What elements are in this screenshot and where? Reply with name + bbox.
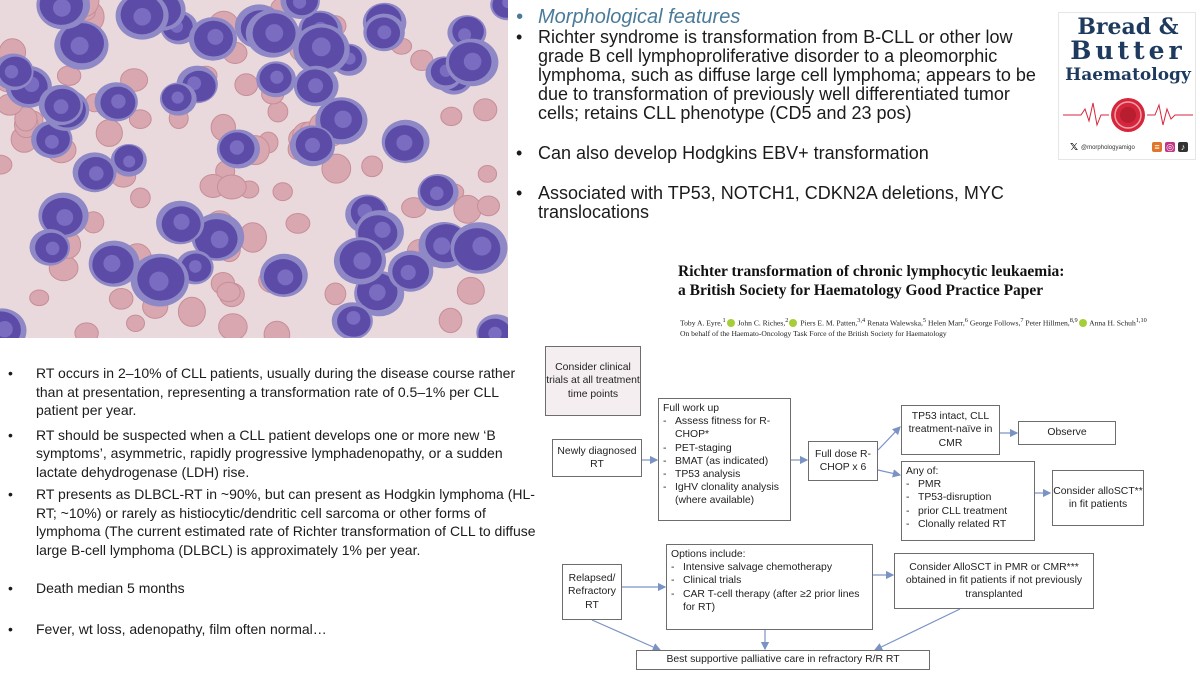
clinical-trials-text: Consider clinical trials at all treatment time points (546, 362, 640, 400)
left-bullet (8, 485, 538, 559)
right-bullet (516, 184, 1046, 222)
author-sup: 3,4 (857, 317, 866, 324)
workup-item-text: IgHV clonality analysis (where available) (675, 482, 779, 507)
author-name: John C. Riches, (737, 318, 786, 328)
workup-item: - TP53 analysis (663, 469, 741, 481)
x-social-icon[interactable]: 𝕏 (1070, 142, 1079, 153)
lymphoma-cell (382, 120, 430, 163)
lymphoma-cell (73, 152, 117, 192)
workup-item: - IgHV clonality analysis (where available) (663, 481, 786, 507)
best-supportive-text: Best supportive palliative care in refractory R/R RT (666, 654, 900, 666)
morphology-heading (516, 6, 1046, 28)
workup-item: - PET-staging (663, 442, 732, 454)
richter-facts (8, 364, 538, 638)
author-affiliation: On behalf of the Haemato-Oncology Task Force of the British Society for Haematology (680, 329, 947, 339)
orcid-icon (1079, 319, 1087, 327)
tp53-intact-box (901, 405, 1000, 455)
arrow-relapsed-to-bsc (592, 620, 660, 650)
author-name: Piers E. M. Patten, (800, 318, 858, 328)
anyof-item-text: Clonally related RT (918, 518, 1007, 530)
bullet-glyph: • (8, 365, 13, 381)
logo-line-3: Haematology (1065, 65, 1191, 85)
workup-item-text: PET-staging (675, 442, 732, 454)
lymphoma-cell (260, 254, 308, 297)
lymphoma-cell (334, 237, 386, 284)
rchop-box (808, 441, 878, 481)
right-bullet (516, 144, 1046, 163)
lymphoma-cell (256, 61, 296, 97)
red-blood-cell (286, 214, 310, 234)
author-name: George Follows, (969, 318, 1021, 328)
arrow-rchop-to-anyof (878, 470, 900, 475)
options-item: - Intensive salvage chemotherapy (671, 562, 833, 574)
lymphoma-cell (451, 222, 508, 274)
lymphoma-cell (160, 82, 197, 115)
workup-box (658, 398, 791, 521)
red-blood-cell (474, 99, 497, 121)
options-item: - CAR T-cell therapy (after ≥2 prior lines for RT) (671, 588, 868, 614)
options-item: - Clinical trials (671, 575, 742, 587)
newly-diagnosed-box (552, 439, 642, 477)
red-blood-cell (454, 195, 481, 223)
workup-item-text: BMAT (as indicated) (675, 455, 769, 467)
red-blood-cell (478, 196, 500, 216)
bullet-glyph: • (8, 426, 13, 443)
author-name: Helen Marr, (927, 318, 965, 328)
paper-title-line: a British Society for Haematology Good Practice Paper (678, 282, 1044, 299)
bread-butter-logo (1058, 12, 1196, 160)
arrow-allosct-to-bsc (875, 609, 960, 650)
right-bullet-text: Richter syndrome is transformation from B-CLL or other low grade B cell lymphoproliferative disorder to a pleomorphic lymphoma, such as diffuse large cell lymphoma; appears to be due to transformation of previously well differentiated tumor cells; retains CLL phenotype (CD5 and 23 pos) (538, 27, 1036, 123)
red-blood-cell (439, 308, 462, 332)
lymphoma-cell (39, 85, 83, 125)
left-bullet (8, 620, 538, 639)
right-bullet (516, 28, 1046, 123)
anyof-item-text: prior CLL treatment (918, 505, 1008, 517)
red-blood-cell (109, 289, 133, 310)
lymphoma-cell (131, 254, 189, 307)
red-blood-cell (178, 297, 205, 326)
author-name: Renata Walewska, (867, 318, 923, 328)
paper-authors (680, 316, 1150, 340)
red-blood-cell (131, 188, 151, 208)
bullet-glyph: • (8, 580, 13, 596)
micrograph-canvas (0, 0, 508, 338)
bullet-glyph: • (516, 6, 524, 28)
red-blood-cell (219, 314, 248, 338)
author-sup: 1 (722, 317, 726, 324)
treatment-flowchart (540, 345, 1100, 677)
orcid-icon (727, 319, 735, 327)
bullet-glyph: • (516, 143, 523, 163)
red-blood-cell (268, 102, 288, 122)
rchop-text: Full dose R-CHOP x 6 (814, 448, 871, 473)
lymphoma-cell (294, 66, 339, 107)
anyof-title: Any of: (906, 466, 939, 477)
relapsed-box (562, 564, 622, 620)
clinical-trials-box (545, 346, 641, 416)
lymphoma-cell (217, 130, 260, 169)
newly-diagnosed-text: Newly diagnosed RT (557, 445, 637, 470)
anyof-box (901, 461, 1035, 541)
author-sup: 7 (1020, 317, 1024, 324)
social-icons (1152, 142, 1188, 152)
arrow-rchop-to-tp53 (878, 427, 900, 450)
lymphoma-cell (189, 17, 237, 61)
tp53-intact-text: TP53 intact, CLL treatment-naïve in CMR (908, 411, 993, 449)
options-item-text: CAR T-cell therapy (after ≥2 prior lines for RT) (683, 588, 860, 613)
author-sup: 2 (785, 317, 789, 324)
left-bullet (8, 579, 538, 598)
author-sup: 1,10 (1135, 317, 1147, 324)
left-bullet-text: Fever, wt loss, adenopathy, film often normal… (36, 620, 327, 637)
lymphoma-cell (246, 9, 299, 57)
bullet-glyph: • (8, 620, 13, 637)
author-sup: 8,9 (1069, 317, 1078, 324)
author-name: Peter Hillmen, (1025, 318, 1070, 328)
logo-handle: @morphologyamigo (1081, 145, 1135, 151)
observe-text: Observe (1047, 427, 1087, 439)
author-sup: 6 (964, 317, 968, 324)
red-blood-cell (325, 283, 346, 305)
lymphoma-cell (388, 251, 433, 292)
author-sup: 5 (922, 317, 927, 324)
heartbeat-cell-icon (1063, 91, 1193, 139)
left-bullet (8, 426, 538, 482)
left-bullet-text: RT occurs in 2–10% of CLL patients, usually during the disease course rather than at presentation, representing a transformation rate of 0.5–1% per CLL patient per year. (36, 365, 516, 418)
lymphoma-cell (290, 125, 335, 166)
anyof-item-text: TP53-disruption (918, 492, 992, 504)
options-item-text: Intensive salvage chemotherapy (683, 562, 833, 574)
author-name: Anna H. Schuh (1089, 318, 1136, 328)
red-blood-cell (30, 290, 49, 306)
allosct-pmr-box (894, 553, 1094, 609)
red-blood-cell (235, 74, 258, 96)
bullet-glyph: • (8, 486, 13, 502)
lymphoma-cell (446, 39, 499, 87)
bullet-glyph: • (516, 27, 523, 47)
lymphoma-cell (418, 174, 459, 211)
consider-allo-box (1052, 470, 1144, 526)
lymphoma-cell (95, 82, 138, 121)
right-bullet-text: Associated with TP53, NOTCH1, CDKN2A deletions, MYC translocations (538, 183, 1004, 222)
orcid-icon (789, 319, 797, 327)
workup-item-text: TP53 analysis (675, 469, 741, 481)
red-blood-cell (478, 166, 496, 183)
logo-line-2: Butter (1070, 36, 1186, 65)
blood-film-micrograph (0, 0, 508, 338)
anyof-item: - PMR (906, 479, 942, 491)
workup-item: - BMAT (as indicated) (663, 455, 769, 467)
lymphoma-cell (363, 14, 405, 52)
anyof-item: - TP53-disruption (906, 492, 992, 504)
red-blood-cell (273, 183, 292, 201)
instagram-icon[interactable]: ◎ (1166, 142, 1174, 152)
options-item-text: Clinical trials (683, 575, 742, 587)
logo-line-1: Bread & (1077, 14, 1179, 40)
anyof-item: - prior CLL treatment (906, 505, 1008, 517)
author-name: Toby A. Eyre, (680, 318, 723, 328)
red-blood-cell (441, 107, 462, 125)
anyof-item: - Clonally related RT (906, 518, 1007, 530)
left-bullet (8, 364, 538, 420)
lymphoma-cell (332, 302, 373, 338)
heading-text: Morphological features (538, 6, 741, 28)
red-blood-cell (127, 315, 145, 331)
left-bullet-text: Death median 5 months (36, 580, 185, 596)
consider-allo-text: Consider alloSCT** in fit patients (1053, 485, 1143, 510)
best-supportive-box (636, 650, 930, 670)
red-blood-cell (217, 282, 240, 301)
red-blood-cell (457, 277, 484, 304)
observe-box (1018, 421, 1116, 445)
red-blood-cell (217, 175, 246, 199)
options-title: Options include: (671, 549, 746, 560)
relapsed-text: Relapsed/ Refractory RT (568, 573, 616, 611)
bullet-glyph: • (516, 183, 523, 203)
lymphoma-cell (156, 201, 204, 245)
right-bullet-text: Can also develop Hodgkins EBV+ transformation (538, 143, 929, 163)
options-box (666, 544, 873, 630)
workup-item-text: Assess fitness for R-CHOP* (675, 416, 771, 441)
substack-icon[interactable]: ≡ (1152, 142, 1162, 152)
paper-title (678, 262, 1064, 300)
workup-item: - Assess fitness for R-CHOP* (663, 415, 786, 441)
red-blood-cell (362, 156, 383, 177)
left-bullet-text: RT should be suspected when a CLL patient develops one or more new ‘B symptoms’, asymmetric, rapidly progressive lymphadenopathy, or a sudden lactate dehydrogenase (LDH) rise. (36, 426, 503, 480)
left-bullet-text: RT presents as DLBCL-RT in ~90%, but can present as Hodgkin lymphoma (HL-RT; ~10%) or rarely as histiocytic/dendritic cell sarcoma or other forms of lymphoma (The current estimated rate of Richter transformation of CLL to diffuse large B-cell lymphoma (DLBCL) is approximately 1% per year. (36, 486, 536, 558)
morphology-section (516, 6, 1046, 222)
workup-title: Full work up (663, 403, 720, 414)
red-blood-cell (96, 120, 122, 147)
anyof-item-text: PMR (918, 479, 942, 491)
paper-title-line: Richter transformation of chronic lymphocytic leukaemia: (678, 263, 1065, 280)
allosct-pmr-text: Consider AlloSCT in PMR or CMR*** obtained in fit patients if not previously transplanted (905, 562, 1083, 600)
podcast-icon[interactable]: ♪ (1178, 142, 1188, 152)
lymphoma-cell (30, 229, 71, 266)
